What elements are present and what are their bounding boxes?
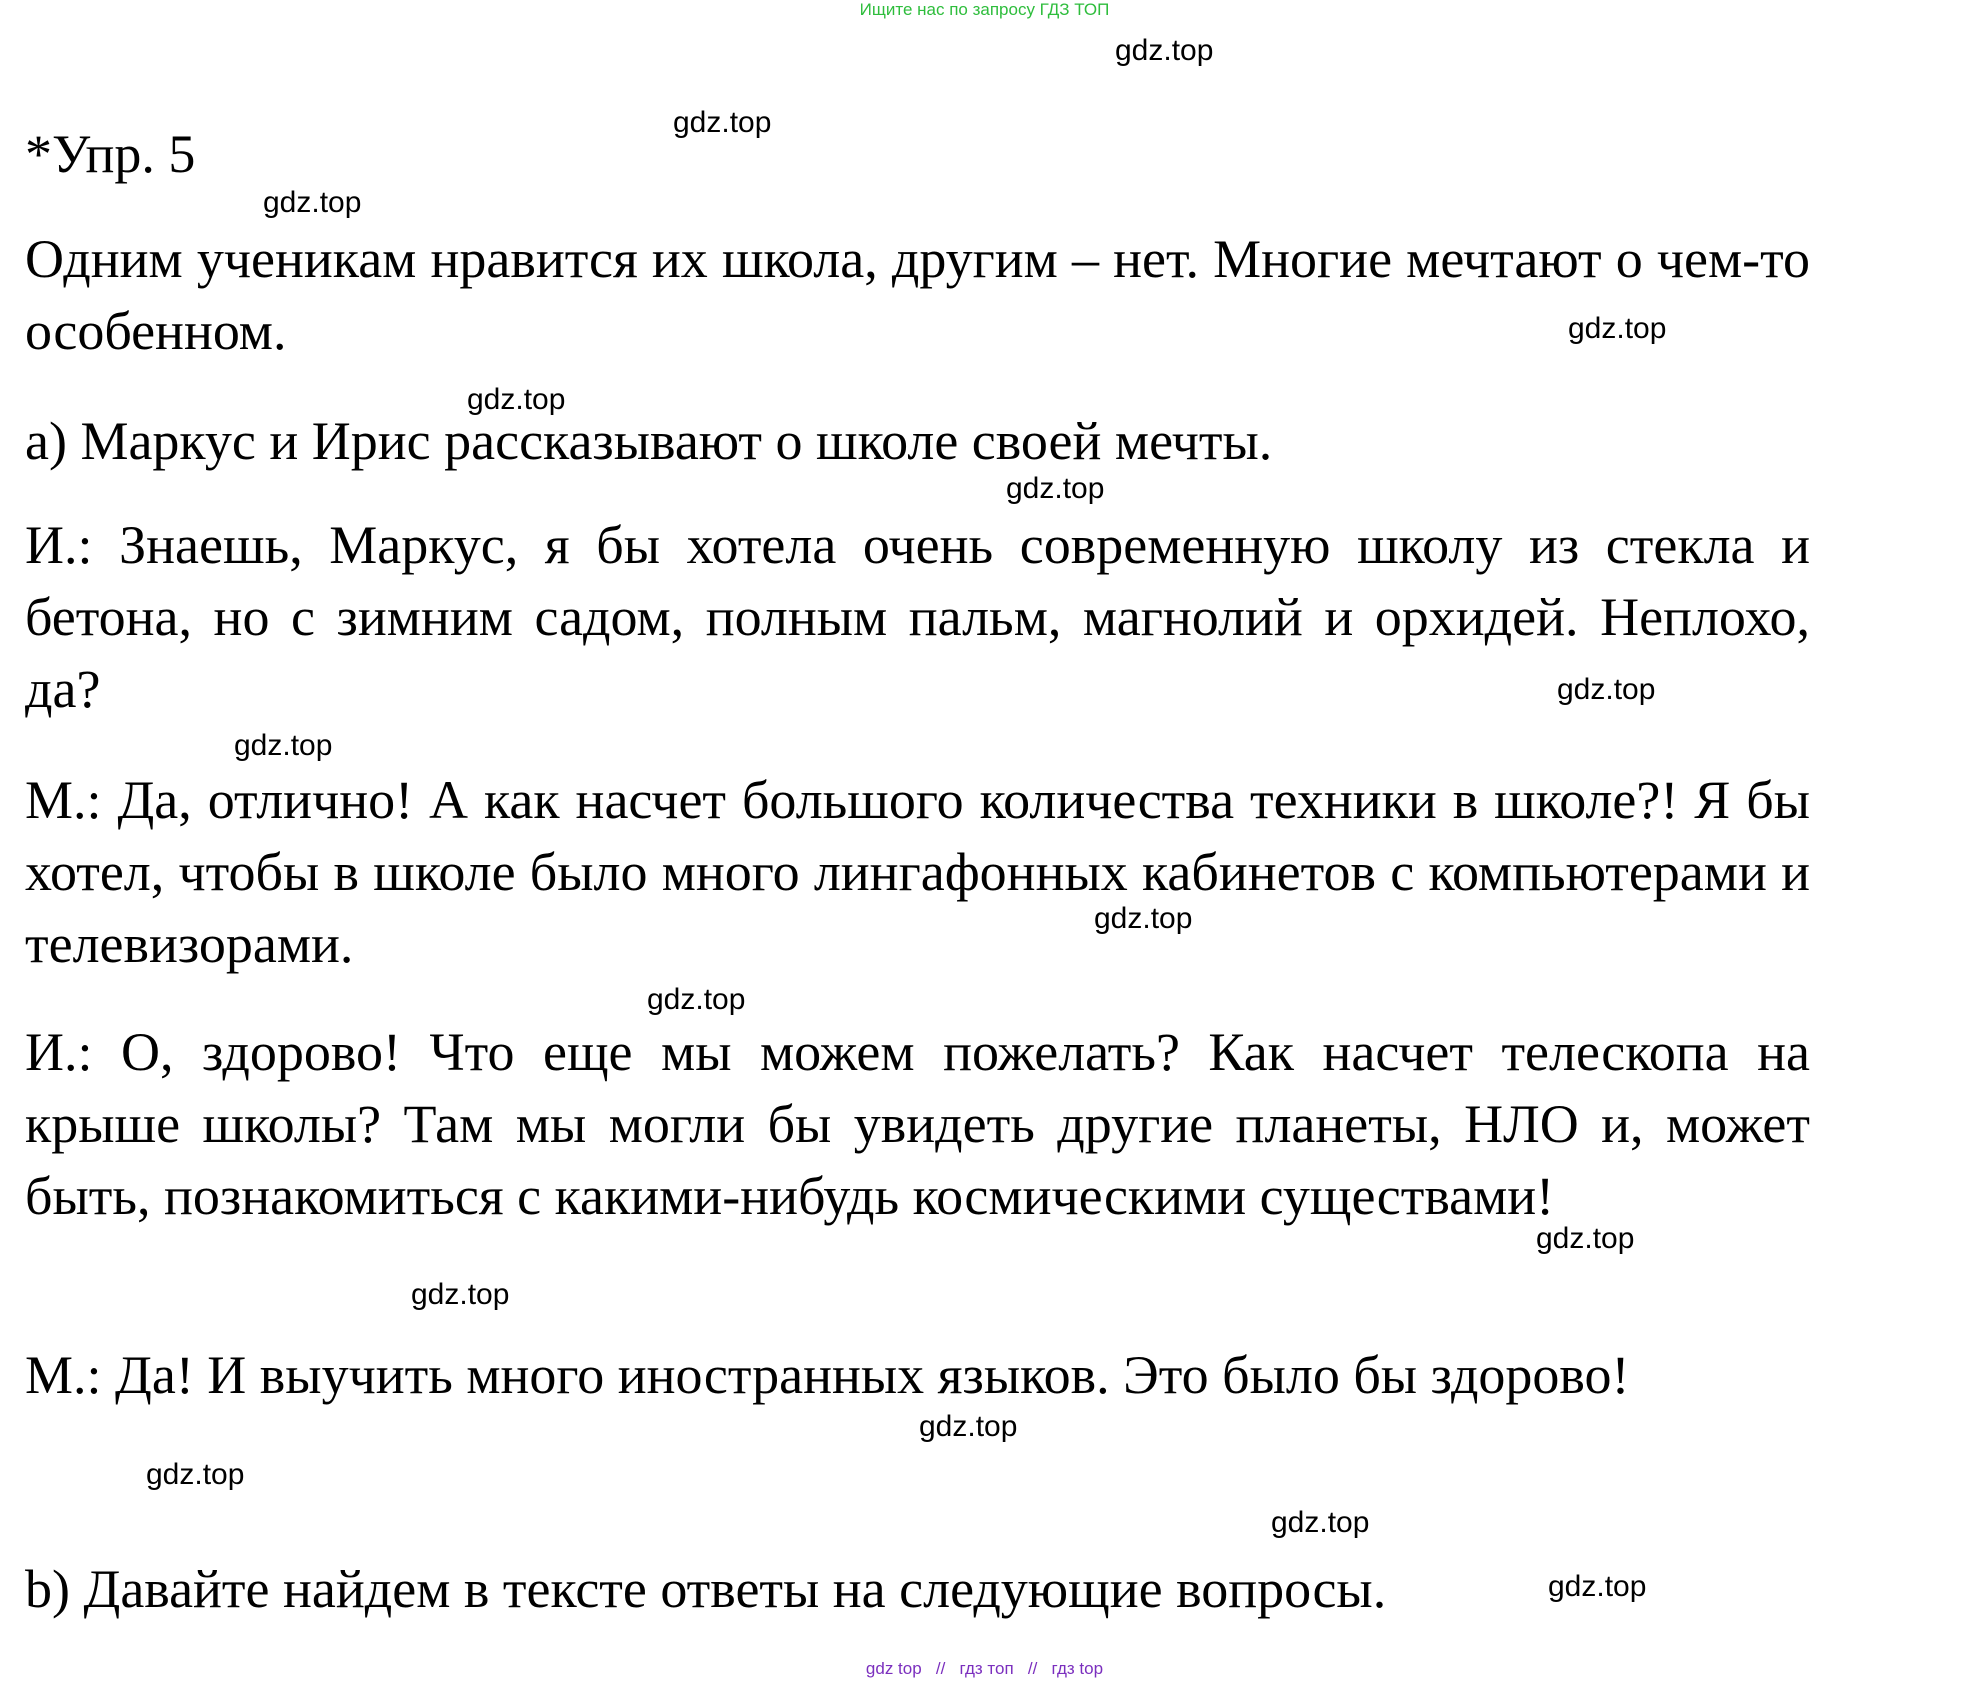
dialogue-line: М.: Да, отлично! А как насчет большого количества техники в школе?! Я бы хотел, чтобы в школе было много лингафонных кабинетов с компьютерами и телевизорами.: [25, 770, 1810, 974]
watermark: gdz.top: [1115, 34, 1214, 67]
footer-links: [0, 1659, 1969, 1679]
watermark: gdz.top: [411, 1278, 510, 1311]
watermark: gdz.top: [647, 983, 746, 1016]
dialogue-line: И.: Знаешь, Маркус, я бы хотела очень современную школу из стекла и бетона, но с зимним садом, полным пальм, магнолий и орхидей. Неплохо, да?: [25, 515, 1810, 719]
watermark: gdz.top: [1536, 1222, 1635, 1255]
watermark: gdz.top: [467, 383, 566, 416]
watermark: gdz.top: [673, 106, 772, 139]
top-banner[interactable]: [0, 0, 1969, 20]
footer-link-gdz-top-ru[interactable]: гдз топ: [959, 1659, 1014, 1678]
footer-separator: //: [935, 1659, 946, 1678]
watermark: gdz.top: [919, 1410, 1018, 1443]
footer-separator: //: [1027, 1659, 1038, 1678]
part-a-heading: a) Маркус и Ирис рассказывают о школе своей мечты.: [25, 411, 1273, 471]
watermark: gdz.top: [1557, 673, 1656, 706]
watermark: gdz.top: [234, 729, 333, 762]
footer-separator: [926, 1659, 931, 1678]
watermark: gdz.top: [1094, 902, 1193, 935]
footer-separator: [1018, 1659, 1023, 1678]
intro-paragraph: Одним ученикам нравится их школа, другим – нет. Многие мечтают о чем-то особенном.: [25, 229, 1810, 361]
footer-separator: [1042, 1659, 1047, 1678]
dialogue-line: И.: О, здорово! Что еще мы можем пожелать? Как насчет телескопа на крыше школы? Там мы могли бы увидеть другие планеты, НЛО и, может быть, познакомиться с какими-нибудь космическими существами!: [25, 1022, 1810, 1226]
watermark: gdz.top: [146, 1458, 245, 1491]
top-banner-text[interactable]: Ищите нас по запросу ГДЗ ТОП: [859, 0, 1110, 19]
dialogue-line: М.: Да! И выучить много иностранных языков. Это было бы здорово!: [25, 1345, 1630, 1405]
watermark: gdz.top: [1548, 1570, 1647, 1603]
footer-separator: [950, 1659, 955, 1678]
part-b-heading: b) Давайте найдем в тексте ответы на следующие вопросы.: [25, 1559, 1387, 1619]
watermark: gdz.top: [1568, 312, 1667, 345]
footer-link-gdz-top-mixed[interactable]: гдз top: [1051, 1659, 1104, 1678]
watermark: gdz.top: [263, 186, 362, 219]
exercise-heading: *Упр. 5: [25, 124, 196, 184]
watermark: gdz.top: [1006, 472, 1105, 505]
footer-link-gdz-top[interactable]: gdz top: [865, 1659, 922, 1678]
watermark: gdz.top: [1271, 1506, 1370, 1539]
